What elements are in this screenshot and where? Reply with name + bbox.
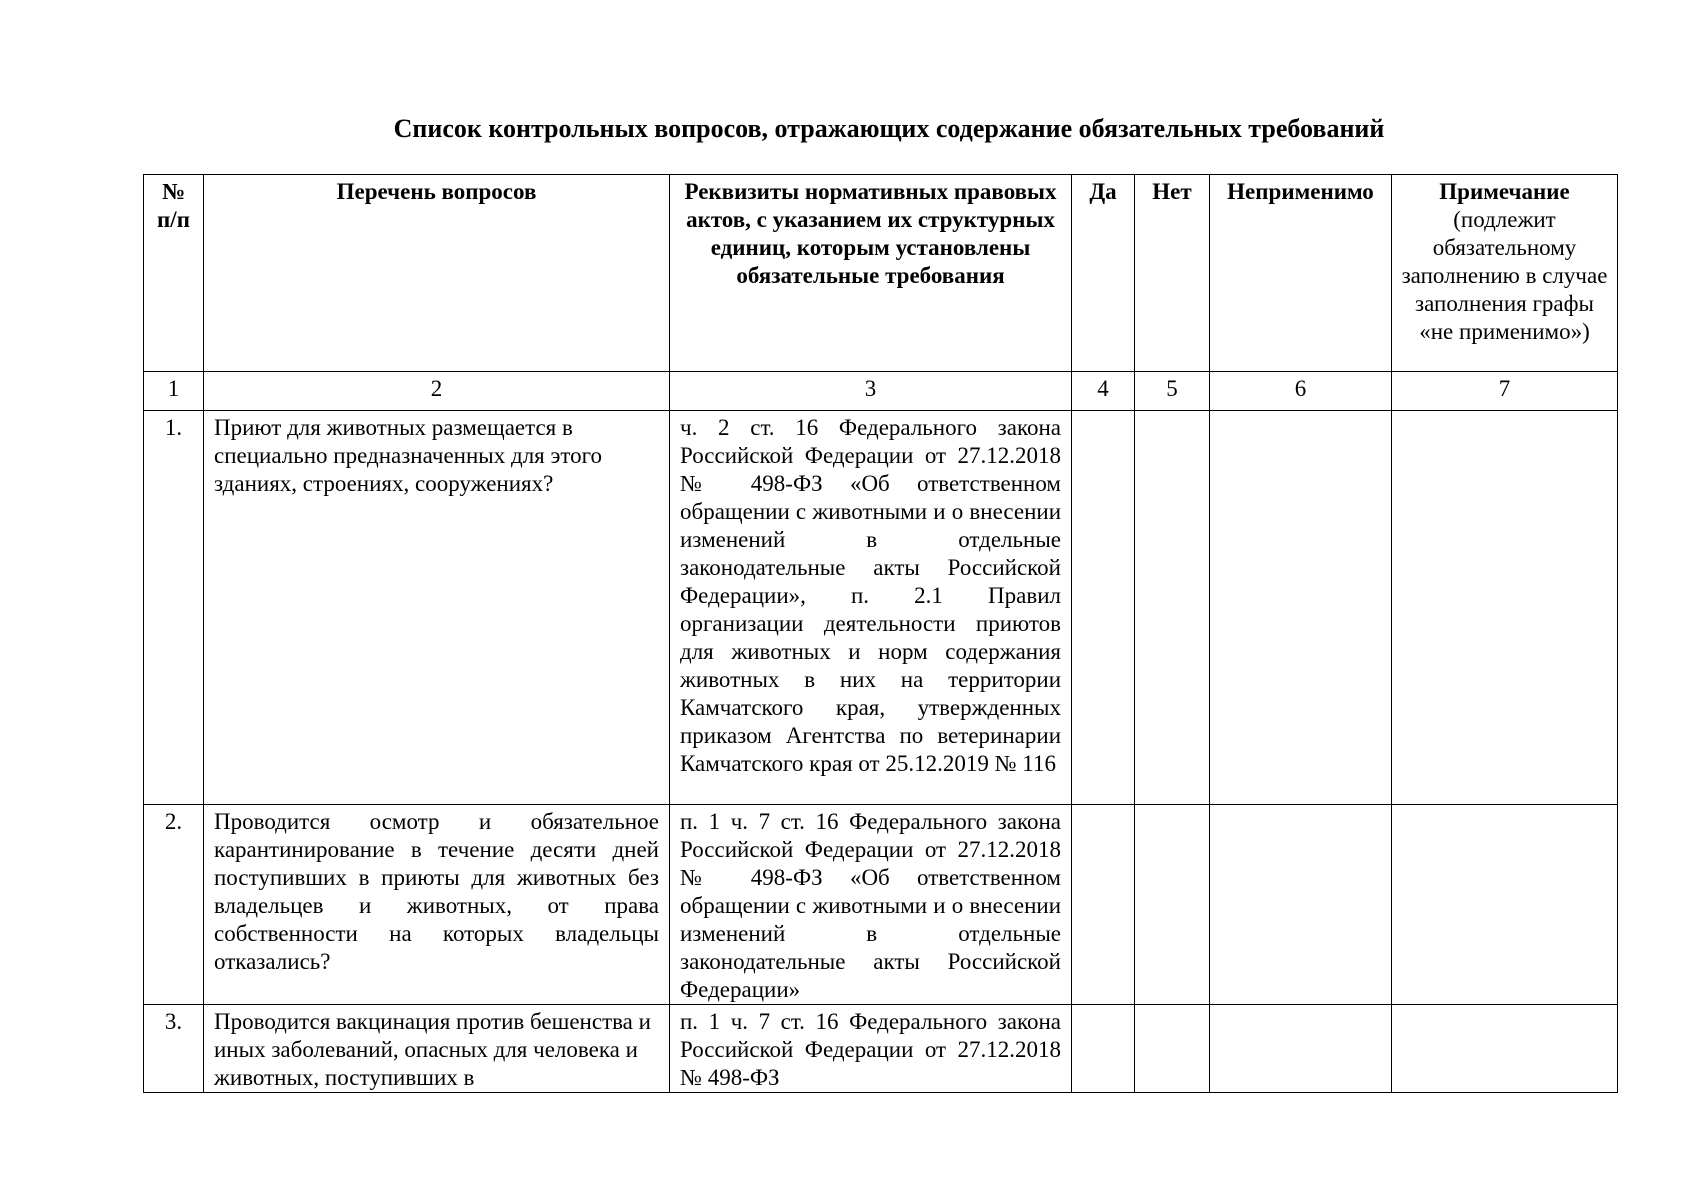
header-questions: Перечень вопросов (204, 175, 670, 372)
column-number: 2 (204, 372, 670, 411)
question-cell: Проводится осмотр и обязательное карантинирование в течение десяти дней поступивших в приюты для животных без владельцев и животных, от права собственности на которых владельцы отказались? (204, 805, 670, 1005)
no-cell[interactable] (1135, 1005, 1210, 1093)
header-note-title: Примечание (1439, 179, 1570, 204)
yes-cell[interactable] (1072, 805, 1135, 1005)
column-number: 7 (1392, 372, 1618, 411)
row-number: 2. (144, 805, 204, 1005)
column-number: 6 (1210, 372, 1392, 411)
table-row (144, 1005, 1618, 1093)
question-cell: Проводится вакцинация против бешенства и иных заболеваний, опасных для человека и животных, поступивших в (204, 1005, 670, 1093)
column-numbers-row (144, 372, 1618, 411)
header-note-detail: (подлежит обязательному заполнению в случае заполнения графы «не применимо») (1401, 207, 1608, 344)
note-cell[interactable] (1392, 411, 1618, 805)
header-requisites: Реквизиты нормативных правовых актов, с указанием их структурных единиц, которым установлены обязательные требования (670, 175, 1072, 372)
title-text: Список контрольных вопросов, отражающих содержание обязательных требований (393, 114, 1385, 143)
not-applicable-cell[interactable] (1210, 411, 1392, 805)
table-row (144, 805, 1618, 1005)
checklist-table (143, 174, 1618, 1093)
header-note (1392, 175, 1618, 372)
header-not-applicable: Неприменимо (1210, 175, 1392, 372)
not-applicable-cell[interactable] (1210, 1005, 1392, 1093)
table-row (144, 411, 1618, 805)
requisites-cell: п. 1 ч. 7 ст. 16 Федерального закона Российской Федерации от 27.12.2018 № 498-ФЗ (670, 1005, 1072, 1093)
row-number: 1. (144, 411, 204, 805)
column-number: 1 (144, 372, 204, 411)
document-title (0, 114, 1698, 144)
header-yes: Да (1072, 175, 1135, 372)
header-no: Нет (1135, 175, 1210, 372)
note-cell[interactable] (1392, 1005, 1618, 1093)
question-cell: Приют для животных размещается в специально предназначенных для этого зданиях, строениях, сооружениях? (204, 411, 670, 805)
not-applicable-cell[interactable] (1210, 805, 1392, 1005)
no-cell[interactable] (1135, 805, 1210, 1005)
yes-cell[interactable] (1072, 411, 1135, 805)
column-number: 5 (1135, 372, 1210, 411)
row-number: 3. (144, 1005, 204, 1093)
requisites-cell: п. 1 ч. 7 ст. 16 Федерального закона Российской Федерации от 27.12.2018 № 498-ФЗ «Об ответственном обращении с животными и о внесении изменений в отдельные законодательные акты Российской Федерации» (670, 805, 1072, 1005)
requisites-cell: ч. 2 ст. 16 Федерального закона Российской Федерации от 27.12.2018 № 498-ФЗ «Об ответственном обращении с животными и о внесении изменений в отдельные законодательные акты Российской Федерации», п. 2.1 Правил организации деятельности приютов для животных и норм содержания животных в них на территории Камчатского края, утвержденных приказом Агентства по ветеринарии Камчатского края от 25.12.2019 № 116 (670, 411, 1072, 805)
header-num: № п/п (144, 175, 204, 372)
no-cell[interactable] (1135, 411, 1210, 805)
header-row (144, 175, 1618, 372)
column-number: 4 (1072, 372, 1135, 411)
column-number: 3 (670, 372, 1072, 411)
note-cell[interactable] (1392, 805, 1618, 1005)
yes-cell[interactable] (1072, 1005, 1135, 1093)
